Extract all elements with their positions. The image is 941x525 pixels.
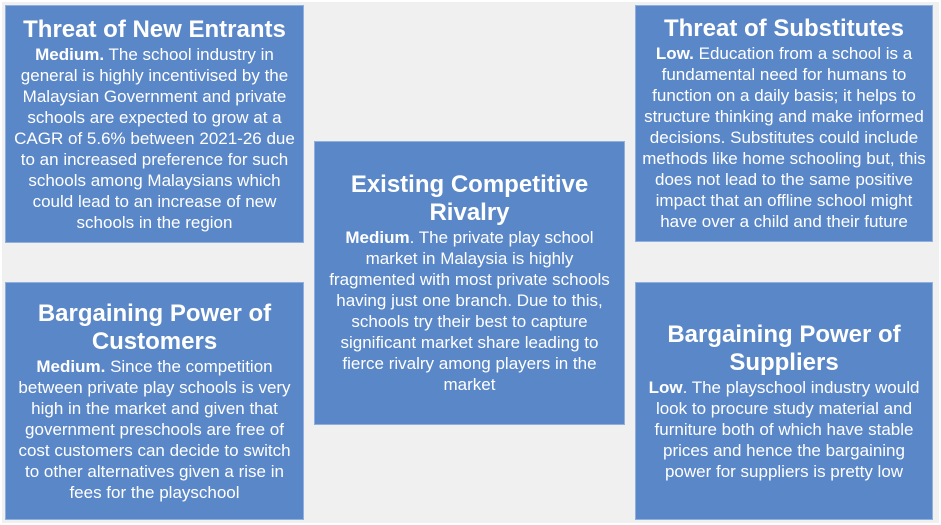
- force-text: The school industry in general is highly incentivised by the Malaysian Government and private schools are expected to grow at a CAGR of 5.6% between 2021-26 due to an increased preference for such schools among Malaysians which could lead to an increase of new schools in the region: [14, 44, 295, 232]
- force-description: [321, 227, 618, 395]
- force-title: Existing Competitive Rivalry: [350, 171, 589, 226]
- force-rating: Medium.: [36, 356, 106, 376]
- force-rating: Medium: [345, 228, 410, 247]
- force-box-threat-of-new-entrants: [5, 5, 304, 243]
- force-text: . The playschool industry would look to procure study material and furniture both of which have stable prices and hence the bargaining power for suppliers is pretty low: [654, 377, 920, 481]
- force-title: Bargaining Power of Customers: [37, 299, 272, 355]
- force-box-bargaining-power-of-suppliers: [635, 282, 933, 520]
- force-description: [12, 44, 297, 233]
- force-description: [642, 43, 926, 232]
- force-title: Threat of Substitutes: [663, 15, 904, 42]
- force-box-threat-of-substitutes: [635, 5, 933, 242]
- force-rating: Low: [648, 377, 683, 397]
- force-description: [642, 377, 926, 482]
- force-text: . The private play school market in Malaysia is highly fragmented with most private schools having just one branch. Due to this, schools try their best to capture significant market share leading to fierce rivalry among players in the market: [329, 228, 610, 394]
- force-box-bargaining-power-of-customers: [5, 282, 304, 520]
- force-text: Education from a school is a fundamental need for humans to function on a daily basis; it helps to structure thinking and make informed decisions. Substitutes could include methods like home schooling but, this does not lead to the same positive impact that an offline school might have over a child and their future: [642, 44, 926, 231]
- force-rating: Low.: [655, 44, 694, 63]
- force-title: Threat of New Entrants: [23, 15, 286, 43]
- force-box-existing-competitive-rivalry: [314, 141, 625, 425]
- force-text: Since the competition between private play schools is very high in the market and given that government preschools are free of cost customers can decide to switch to other alternatives given a rise in fees for the playschool: [18, 356, 291, 502]
- force-rating: Medium.: [35, 44, 105, 64]
- force-description: [12, 356, 297, 503]
- force-title: Bargaining Power of Suppliers: [667, 320, 901, 376]
